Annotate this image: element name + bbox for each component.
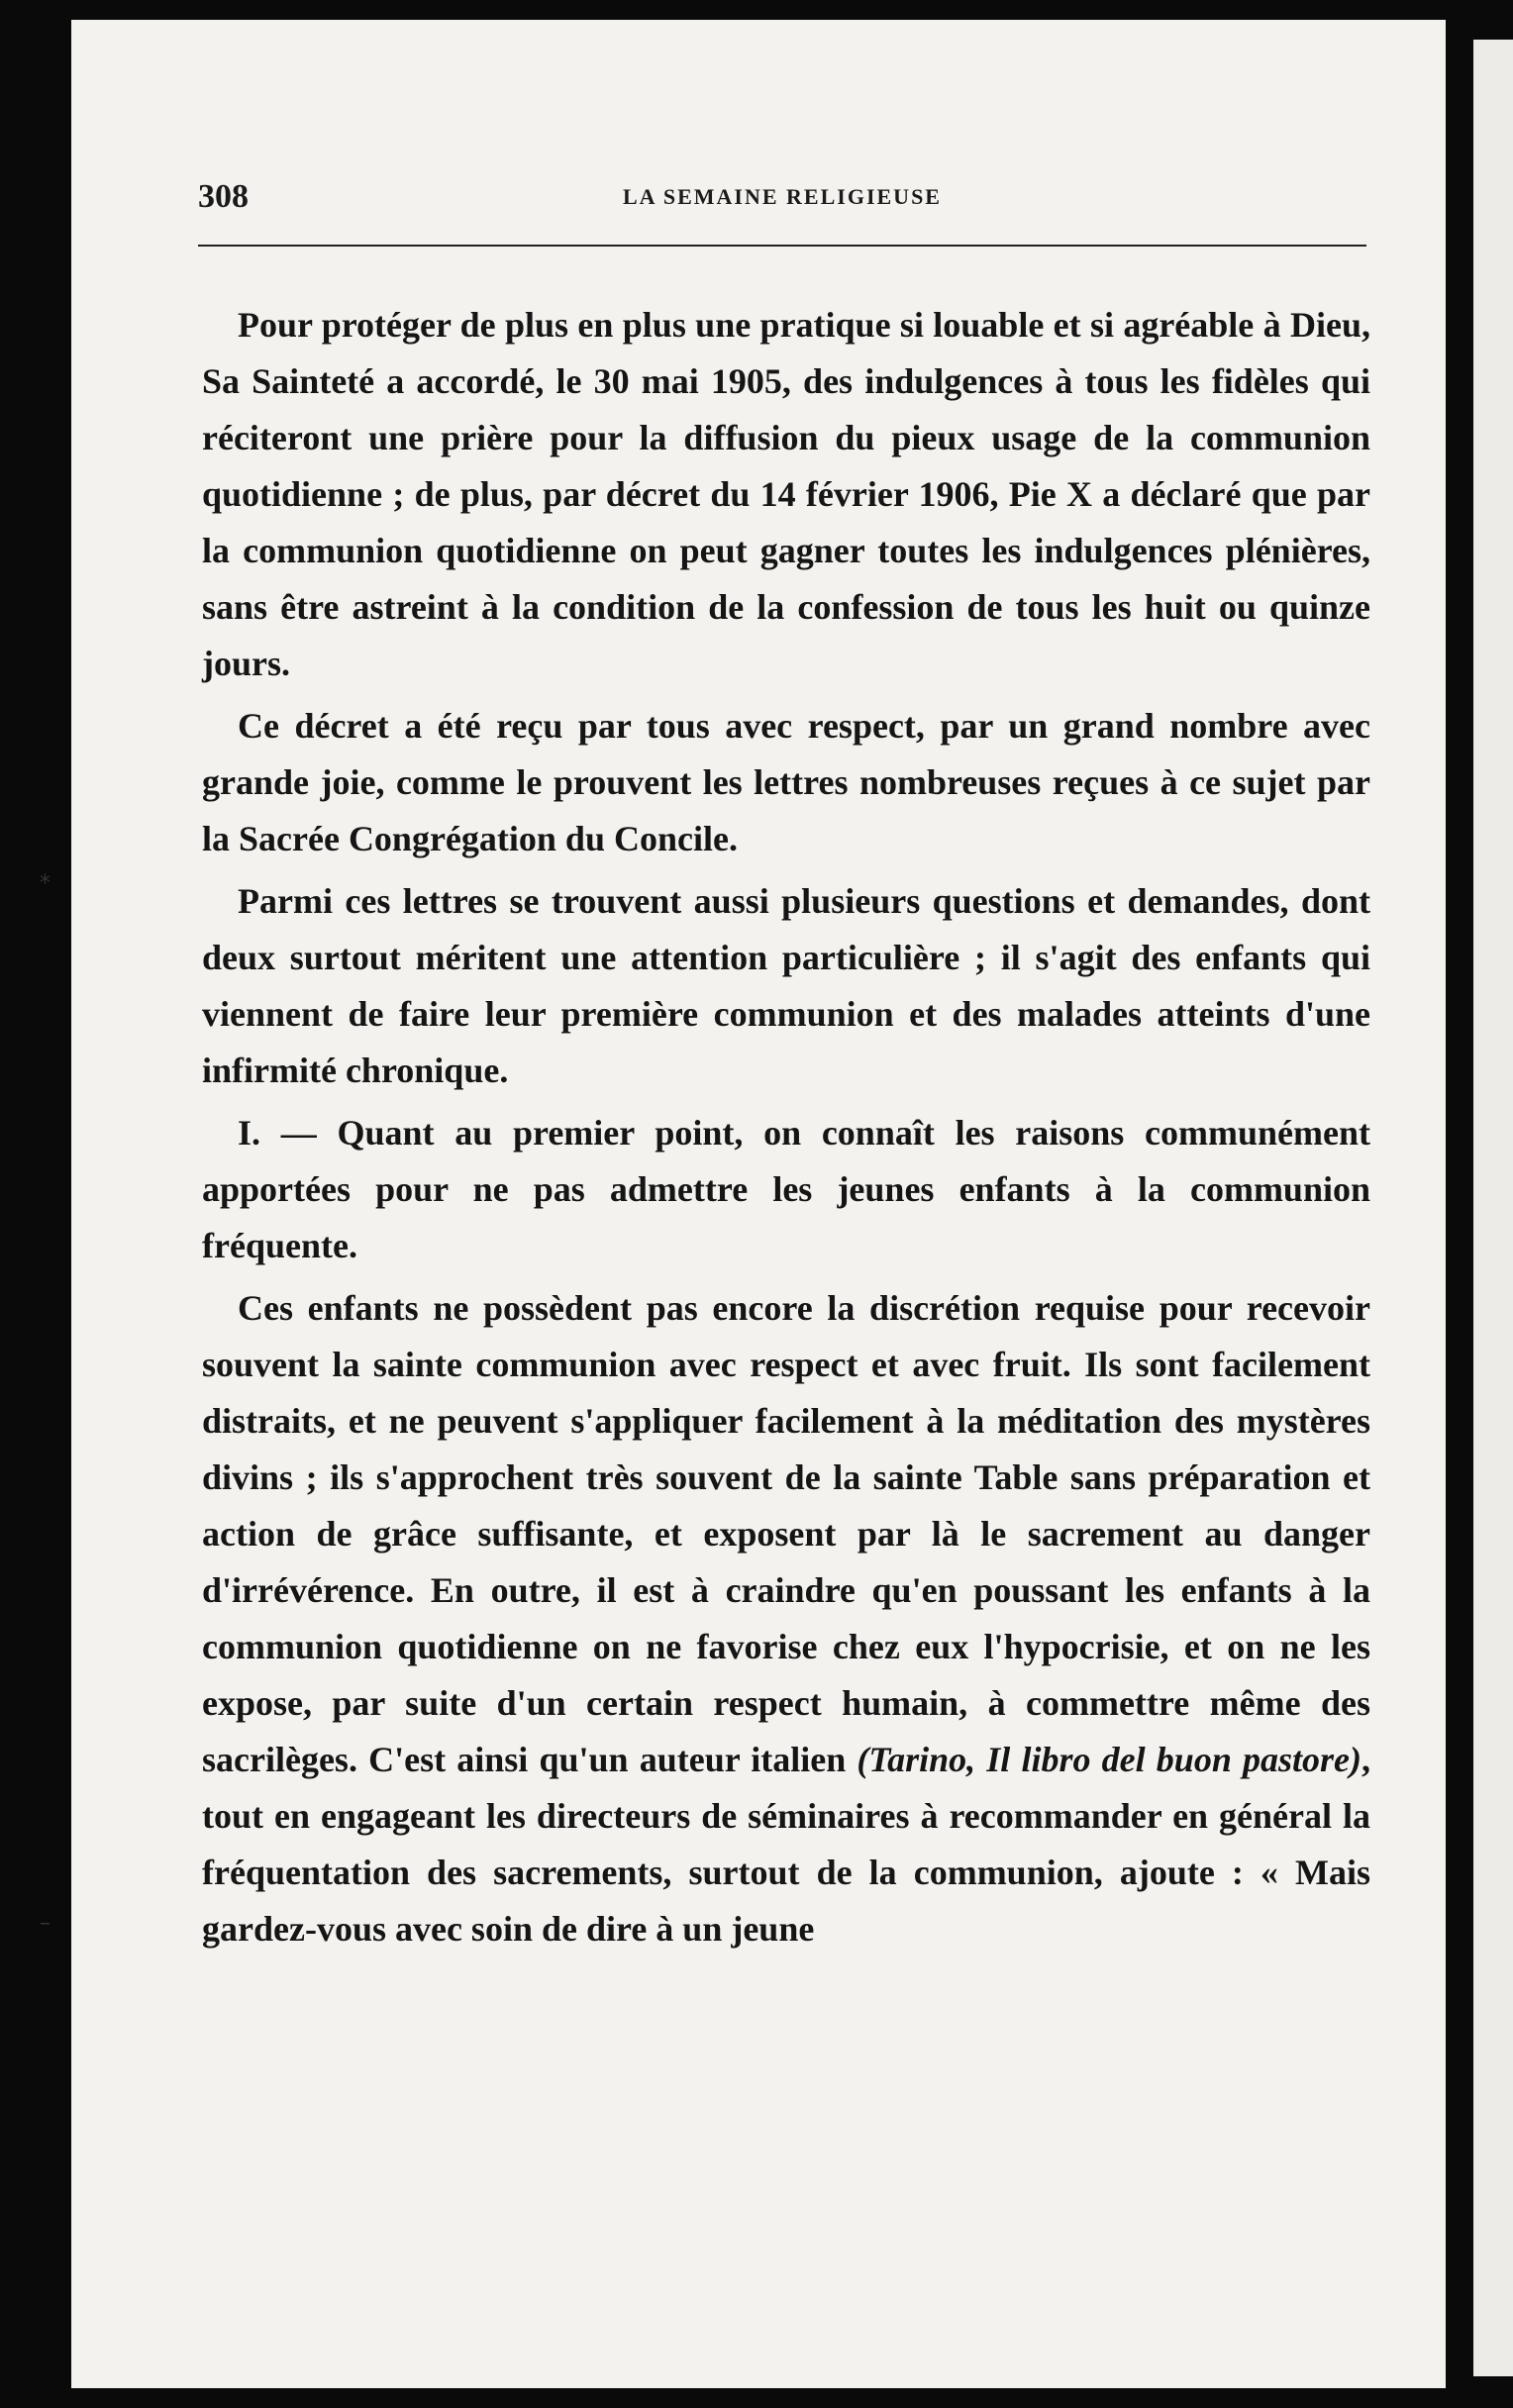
- margin-mark: –: [40, 1911, 50, 1936]
- paragraph-text: , tout en engageant les directeurs de séminaires à recommander en général la fréquentation des sacrements, surtout de la communion, ajoute : « Mais gardez-vous avec soin de dire à un jeune: [202, 1740, 1371, 1949]
- page-header: [198, 168, 1366, 228]
- paragraph: Ce décret a été reçu par tous avec respect, par un grand nombre avec grande joie, comme le prouvent les lettres nombreuses reçues à ce sujet par la Sacrée Congrégation du Concile.: [202, 706, 1370, 858]
- body-text: [202, 297, 1370, 1963]
- paragraph: [202, 1280, 1370, 1957]
- header-rule: [198, 245, 1366, 247]
- book-citation: (Tarino, Il libro del buon pastore): [857, 1740, 1362, 1779]
- paragraph: Parmi ces lettres se trouvent aussi plusieurs questions et demandes, dont deux surtout méritent une attention particulière ; il s'agit des enfants qui viennent de faire leur première communion et des malades atteints d'une infirmité chronique.: [202, 881, 1370, 1090]
- margin-mark: *: [40, 871, 50, 896]
- running-title: LA SEMAINE RELIGIEUSE: [623, 184, 942, 209]
- paragraph: I. — Quant au premier point, on connaît les raisons communément apportées pour ne pas admettre les jeunes enfants à la communion fréquente.: [202, 1113, 1370, 1265]
- facing-page-edge: [1473, 40, 1513, 2376]
- paragraph-text: Ces enfants ne possèdent pas encore la discrétion requise pour recevoir souvent la sainte communion avec respect et avec fruit. Ils sont facilement distraits, et ne peuvent s'appliquer facilement à la méditation des mystères divins ; ils s'approchent très souvent de la sainte Table sans préparation et action de grâce suffisante, et exposent par là le sacrement au danger d'irrévérence. En outre, il est à craindre qu'en poussant les enfants à la communion quotidienne on ne favorise chez eux l'hypocrisie, et on ne les expose, par suite d'un certain respect humain, à commettre même des sacrilèges. C'est ainsi qu'un auteur italien: [202, 1288, 1370, 1779]
- page-number: 308: [198, 178, 249, 215]
- paragraph: Pour protéger de plus en plus une pratique si louable et si agréable à Dieu, Sa Sainteté a accordé, le 30 mai 1905, des indulgences à tous les fidèles qui réciteront une prière pour la diffusion du pieux usage de la communion quotidienne ; de plus, par décret du 14 février 1906, Pie X a déclaré que par la communion quotidienne on peut gagner toutes les indulgences plénières, sans être astreint à la condition de la confession de tous les huit ou quinze jours.: [202, 305, 1370, 683]
